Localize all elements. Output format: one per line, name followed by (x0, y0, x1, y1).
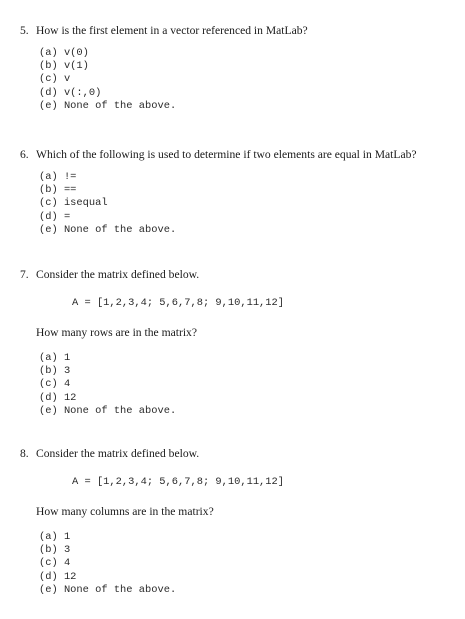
question-number: 7. (20, 268, 29, 281)
option-a: (a) 1 (39, 352, 71, 364)
sub-question-text: How many rows are in the matrix? (36, 326, 197, 339)
question-7 (20, 268, 450, 418)
question-text: How is the first element in a vector referenced in MatLab? (36, 24, 308, 37)
option-c: (c) 4 (39, 557, 71, 570)
option-e: (e) None of the above. (39, 404, 177, 417)
options-list (39, 352, 450, 418)
question-text: Which of the following is used to determine if two elements are equal in MatLab? (36, 148, 417, 161)
option-c: (c) isequal (39, 197, 108, 210)
sub-question-text: How many columns are in the matrix? (36, 505, 214, 518)
option-a: (a) != (39, 171, 77, 183)
option-b: (b) 3 (39, 544, 71, 557)
option-b: (b) v(1) (39, 60, 89, 73)
option-b: (b) == (39, 184, 77, 197)
option-e: (e) None of the above. (39, 583, 177, 596)
question-text: Consider the matrix defined below. (36, 268, 200, 281)
option-c: (c) v (39, 73, 71, 86)
option-c: (c) 4 (39, 378, 71, 391)
question-text: Consider the matrix defined below. (36, 447, 200, 460)
option-e: (e) None of the above. (39, 99, 177, 112)
matrix-definition: A = [1,2,3,4; 5,6,7,8; 9,10,11,12] (72, 297, 285, 309)
option-a: (a) v(0) (39, 47, 89, 59)
option-a: (a) 1 (39, 531, 71, 543)
option-e: (e) None of the above. (39, 223, 177, 236)
question-number: 8. (20, 447, 29, 460)
options-list (39, 47, 450, 113)
question-header (20, 268, 450, 282)
question-number: 5. (20, 24, 29, 37)
option-d: (d) = (39, 210, 71, 223)
question-8 (20, 447, 450, 597)
option-d: (d) 12 (39, 570, 77, 583)
options-list (39, 531, 450, 597)
question-5 (20, 24, 450, 113)
option-d: (d) 12 (39, 391, 77, 404)
options-list (39, 171, 450, 237)
question-6 (20, 148, 450, 237)
option-d: (d) v(:,0) (39, 86, 102, 99)
question-number: 6. (20, 148, 29, 161)
option-b: (b) 3 (39, 365, 71, 378)
matrix-definition: A = [1,2,3,4; 5,6,7,8; 9,10,11,12] (72, 476, 285, 488)
question-header (20, 24, 450, 38)
question-header (20, 447, 450, 461)
question-header (20, 148, 450, 162)
